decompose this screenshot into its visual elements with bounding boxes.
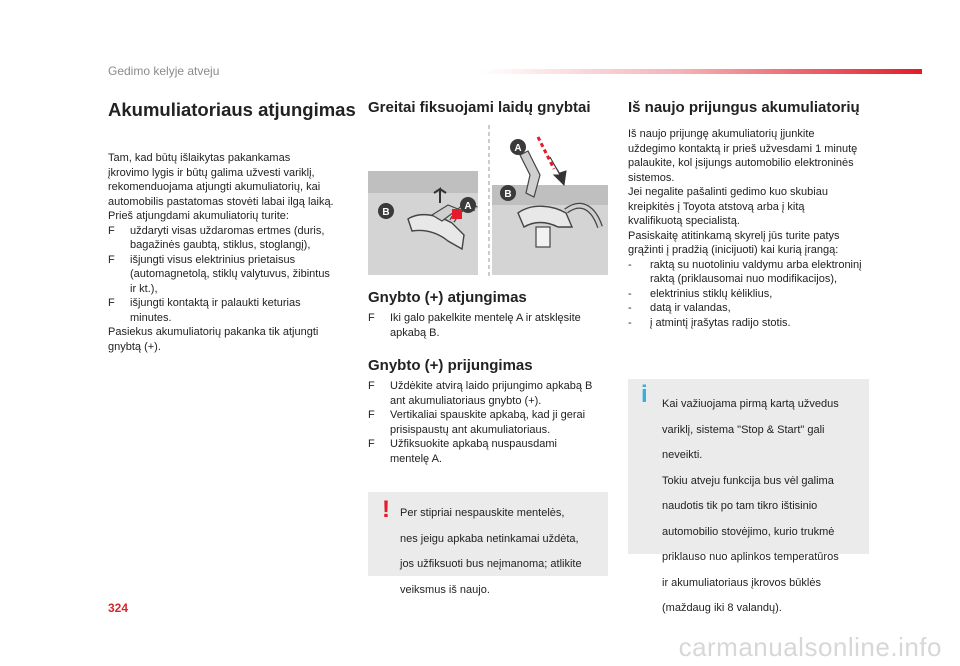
- text-line: priklauso nuo aplinkos temperatūros: [662, 551, 839, 563]
- info-note: [628, 379, 869, 614]
- text-line: Per stipriai nespauskite mentelės,: [400, 507, 565, 519]
- bullet-item: [628, 258, 873, 287]
- label-a-right-text: A: [514, 143, 522, 154]
- bullet-marker: F: [368, 380, 375, 392]
- reconnect-title: Iš naujo prijungus akumuliatorių: [628, 99, 860, 116]
- bullet-marker: -: [628, 302, 632, 314]
- bullet-line: (automagnetolą, stiklų valytuvus, žibintus: [130, 268, 330, 280]
- text-line: naudotis tik po tam tikro ištisinio: [662, 500, 818, 512]
- label-b-right: [500, 185, 516, 201]
- bullet-marker: -: [628, 287, 632, 300]
- disconnect-title: Gnybto (+) atjungimas: [368, 289, 527, 306]
- bullet-line: datą ir valandas,: [650, 302, 731, 314]
- bullet-item: [628, 316, 873, 331]
- bullet-marker: F: [108, 224, 115, 237]
- battery-clamp-illustration: [368, 123, 608, 279]
- watermark: carmanualsonline.info: [678, 632, 942, 662]
- page-title: Akumuliatoriaus atjungimas: [108, 99, 356, 120]
- text-line: Tam, kad būtų išlaikytas pakankamas: [108, 152, 291, 164]
- warning-icon: !: [382, 496, 390, 523]
- text-line: Iš naujo prijungę akumuliatorių įjunkite: [628, 128, 815, 140]
- bullet-line: raktą (priklausomai nuo modifikacijos),: [650, 273, 838, 285]
- text-line: kreipkitės į Toyota atstovą arba į kitą: [628, 200, 805, 213]
- bullet-line: mentelę A.: [390, 452, 442, 465]
- text-line: neveikti.: [662, 449, 703, 461]
- page-number: 324: [108, 601, 129, 615]
- bullet-item: [368, 437, 608, 466]
- bullet-line: Vertikaliai spauskite apkabą, kad ji gerai: [390, 409, 586, 421]
- bullet-line: išjungti kontaktą ir palaukti keturias: [130, 297, 301, 309]
- text-line: palaukite, kol įsijungs automobilio elektroninės: [628, 157, 854, 169]
- bullet-item: [368, 408, 608, 437]
- bullet-marker: F: [368, 438, 375, 450]
- text-line: Pasiekus akumuliatorių pakanka tik atjungti: [108, 326, 319, 338]
- quick-clamp-title: Greitai fiksuojami laidų gnybtai: [368, 99, 591, 116]
- section-header: Gedimo kelyje atveju: [108, 64, 220, 78]
- text-line: Kai važiuojama pirmą kartą užvedus: [662, 398, 839, 410]
- bullet-item: [368, 379, 608, 408]
- warning-text: [400, 495, 600, 608]
- header-accent-bar: [480, 69, 922, 74]
- lever-left-tip: [452, 209, 462, 219]
- connect-steps: [368, 379, 608, 466]
- text-line: variklį, sistema "Stop & Start" gali: [662, 423, 825, 436]
- bullet-item: [368, 311, 608, 340]
- text-line: veiksmus iš naujo.: [400, 583, 490, 596]
- label-a-left-text: A: [464, 201, 472, 212]
- bullet-item: [108, 253, 353, 297]
- text-line: gnybtą (+).: [108, 340, 161, 353]
- bullet-item: [628, 287, 873, 302]
- label-a-right: [510, 139, 526, 155]
- label-a-left: [460, 197, 476, 213]
- bullet-line: į atmintį įrašytas radijo stotis.: [650, 316, 791, 329]
- bullet-line: uždaryti visas uždaromas ertmes (duris,: [130, 224, 325, 237]
- text-line: Prieš atjungdami akumuliatorių turite:: [108, 210, 289, 222]
- bullet-line: Užfiksuokite apkabą nuspausdami: [390, 438, 557, 450]
- bullet-line: ir kt.),: [130, 282, 158, 295]
- text-line: uždegimo kontaktą ir prieš užvesdami 1 minutę: [628, 142, 858, 155]
- text-line: rekomenduojama atjungti akumuliatorių, kai: [108, 181, 321, 193]
- terminal-post: [536, 227, 550, 247]
- bullet-line: Uždėkite atvirą laido prijungimo apkabą B: [390, 380, 593, 392]
- text-line: automobilio stovėjimo, kurio trukmė: [662, 525, 835, 538]
- reconnect-text-block: [628, 127, 873, 330]
- text-line: jos užfiksuoti bus neįmanoma; atlikite: [400, 558, 582, 570]
- bullet-line: minutes.: [130, 311, 172, 324]
- warning-note: [368, 492, 608, 596]
- text-line: grąžinti į pradžią (inicijuoti) kai kurią įrangą:: [628, 244, 839, 256]
- bullet-marker: -: [628, 316, 632, 329]
- info-icon: i: [641, 381, 648, 408]
- bullet-line: bagažinės gaubtą, stiklus, stoglangį),: [130, 239, 311, 251]
- bullet-marker: F: [368, 409, 375, 421]
- disconnect-steps: [368, 311, 608, 340]
- bullet-item: [108, 224, 353, 253]
- connect-title: Gnybto (+) prijungimas: [368, 357, 533, 374]
- text-line: kvalifikuotą specialistą.: [628, 215, 740, 227]
- bullet-marker: F: [368, 312, 375, 324]
- bullet-line: Iki galo pakelkite mentelę A ir atsklęsite: [390, 312, 581, 324]
- info-text: [662, 386, 862, 627]
- text-line: nes jeigu apkaba netinkamai uždėta,: [400, 532, 579, 545]
- label-b-left: [378, 203, 394, 219]
- text-line: sistemos.: [628, 171, 675, 184]
- bullet-line: elektrinius stiklų kėliklius,: [650, 287, 773, 300]
- text-line: įkrovimo lygis ir būtų galima užvesti variklį,: [108, 166, 315, 179]
- bullet-line: prisispaustų ant akumuliatoriaus.: [390, 423, 551, 436]
- battery-top-left: [368, 171, 478, 193]
- text-line: Jei negalite pašalinti gedimo kuo skubiau: [628, 186, 828, 198]
- bullet-line: išjungti visus elektrinius prietaisus: [130, 253, 296, 266]
- text-line: Pasiskaitę atitinkamą skyrelį jūs turite patys: [628, 229, 840, 242]
- bullet-marker: -: [628, 258, 632, 271]
- bullet-marker: F: [108, 297, 115, 309]
- text-line: ir akumuliatoriaus įkrovos būklės: [662, 576, 821, 589]
- bullet-item: [628, 301, 873, 316]
- bullet-line: raktą su nuotoliniu valdymu arba elektroninį: [650, 258, 862, 271]
- label-b-right-text: B: [504, 189, 512, 200]
- bullet-item: [108, 296, 353, 325]
- bullet-marker: F: [108, 253, 115, 266]
- text-line: (maždaug iki 8 valandų).: [662, 602, 782, 614]
- label-b-left-text: B: [382, 207, 390, 218]
- text-line: Tokiu atveju funkcija bus vėl galima: [662, 474, 834, 487]
- text-line: automobilis pastatomas stovėti labai ilgą laiką.: [108, 195, 334, 208]
- bullet-line: apkabą B.: [390, 326, 440, 339]
- intro-text-block: [108, 151, 353, 354]
- bullet-line: ant akumuliatoriaus gnybto (+).: [390, 394, 542, 407]
